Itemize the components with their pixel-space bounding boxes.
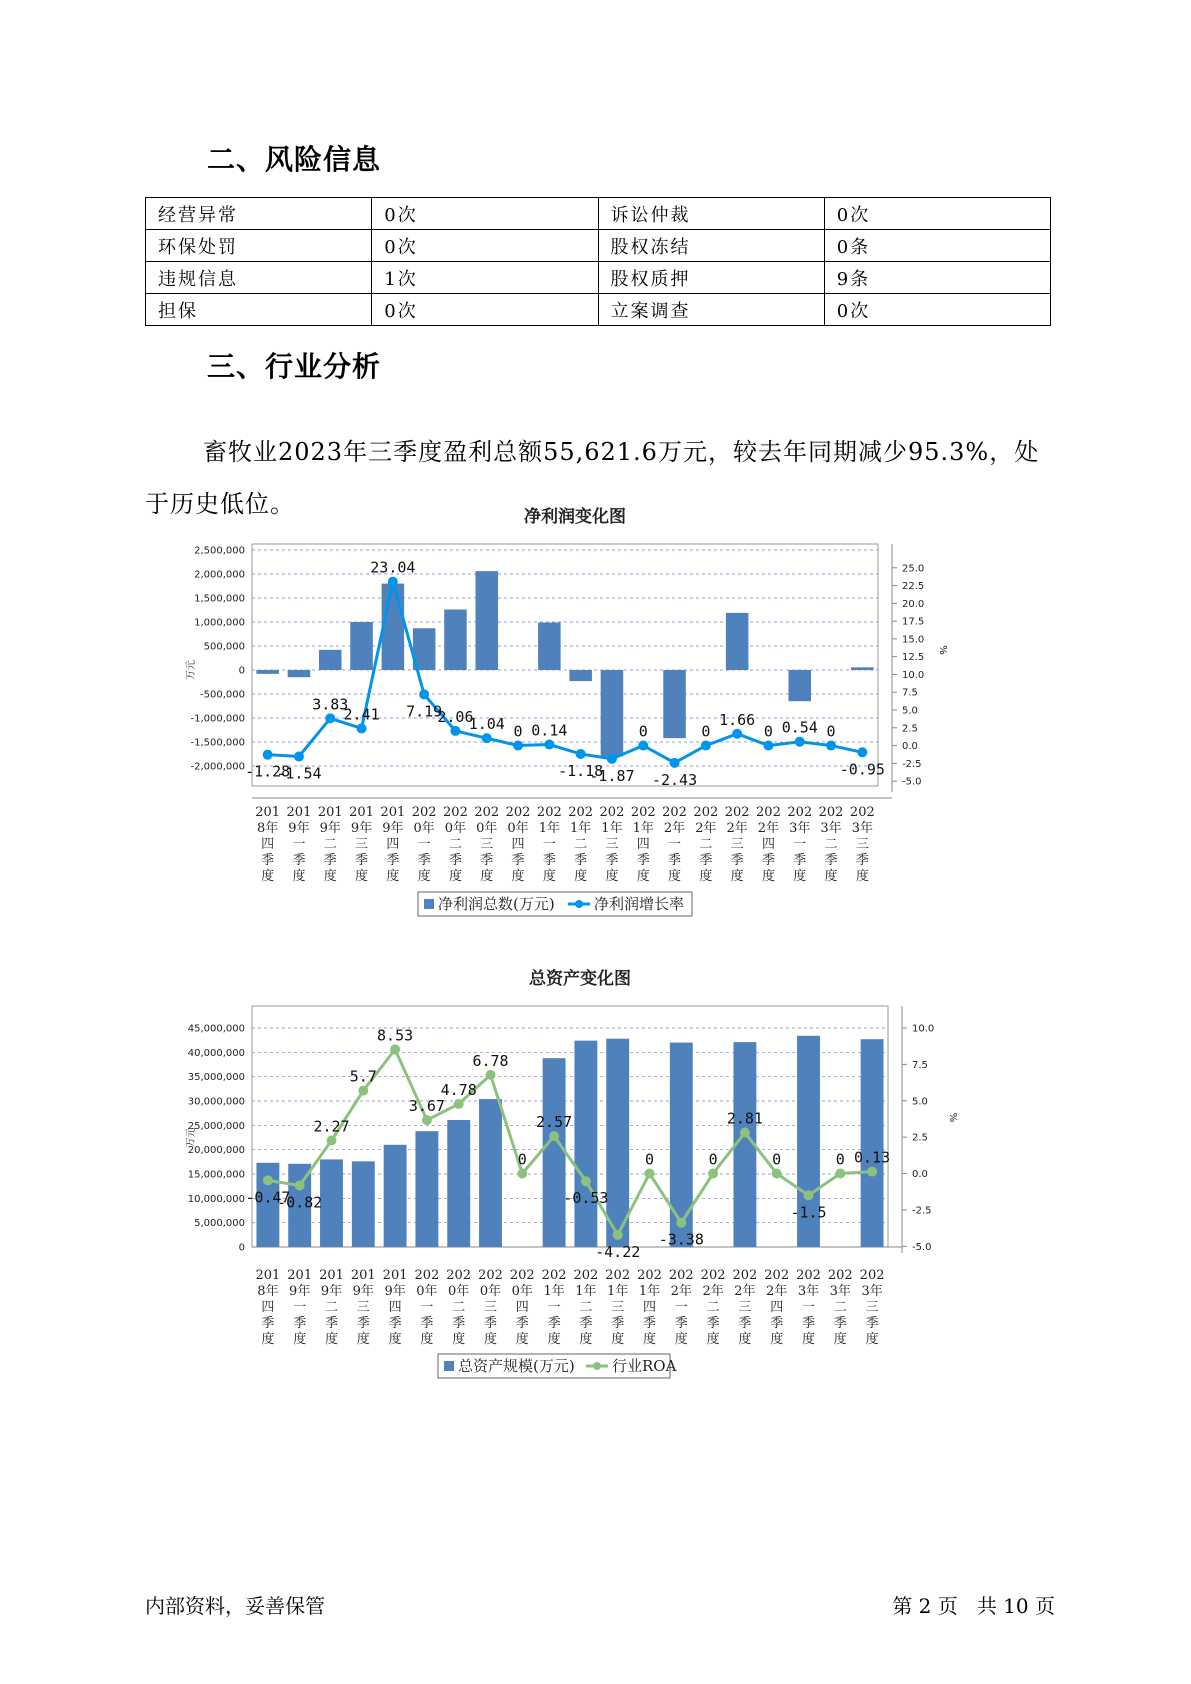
data-label: -4.22: [595, 1242, 641, 1261]
bar: [606, 1039, 629, 1247]
risk-item-value: 0次: [824, 294, 1050, 326]
bar: [447, 1120, 470, 1247]
data-label: 2.57: [536, 1113, 573, 1132]
y2-tick-label: 15.0: [902, 634, 925, 646]
y-tick-label: 45,000,000: [187, 1023, 245, 1035]
legend-line-marker: [593, 1362, 601, 1370]
risk-item-label: 诉讼仲裁: [598, 198, 824, 230]
data-label: -1.28: [245, 762, 291, 781]
y2-tick-label: -5.0: [912, 1241, 932, 1253]
bar: [475, 571, 498, 670]
line-point: [670, 758, 680, 768]
bar: [726, 613, 749, 670]
footer-confidential: 内部资料，妥善保管: [145, 1594, 325, 1618]
y-tick-label: -500,000: [200, 689, 245, 701]
data-label: 8.53: [377, 1026, 414, 1045]
line-point: [676, 1218, 686, 1228]
line-point: [795, 737, 805, 747]
data-label: 7.19: [406, 702, 443, 721]
y2-tick-label: 17.5: [902, 616, 925, 628]
x-tick-label: 202 0年二季度: [443, 805, 468, 884]
risk-item-value: 1次: [372, 262, 598, 294]
y2-tick-label: 25.0: [902, 563, 925, 575]
risk-table-row: [146, 230, 1051, 262]
bar: [288, 670, 311, 677]
bar: [574, 1041, 597, 1247]
legend-bar-label: 总资产规模(万元): [458, 1357, 575, 1375]
data-label: 0: [701, 722, 711, 741]
line-point: [701, 741, 711, 751]
line-point: [295, 1180, 305, 1190]
bar: [543, 1058, 566, 1247]
risk-item-value: 0次: [372, 198, 598, 230]
risk-item-value: 0次: [372, 230, 598, 262]
bar: [861, 1039, 884, 1247]
data-label: 2.27: [313, 1117, 350, 1136]
x-tick-label: 202 2年一季度: [662, 805, 687, 884]
data-label: 0: [763, 722, 773, 741]
data-label: 3.83: [312, 695, 349, 714]
y-tick-label: 20,000,000: [187, 1145, 245, 1157]
y2-tick-label: 0.0: [912, 1169, 928, 1181]
x-tick-label: 202 2年四季度: [756, 805, 781, 884]
x-tick-label: 202 1年二季度: [573, 1268, 599, 1347]
x-tick-label: 202 2年二季度: [700, 1268, 726, 1347]
y2-tick-label: 5.0: [912, 1096, 928, 1108]
bar: [319, 650, 342, 670]
x-tick-label: 201 9年二季度: [317, 805, 343, 884]
data-label: 0: [638, 722, 648, 741]
y2-tick-label: 12.5: [902, 652, 925, 664]
y-axis-label: 万元: [186, 1127, 197, 1148]
data-label: -1.54: [276, 764, 322, 783]
y-tick-label: -1,000,000: [190, 713, 245, 725]
legend-line-marker: [575, 900, 583, 908]
line-point: [772, 1169, 782, 1179]
risk-item-value: 0次: [824, 198, 1050, 230]
bar: [384, 1145, 407, 1247]
x-tick-label: 202 0年一季度: [414, 1268, 440, 1347]
risk-item-value: 0次: [372, 294, 598, 326]
x-tick-label: 201 9年一季度: [286, 805, 312, 884]
line-point: [804, 1190, 814, 1200]
legend-bar-label: 净利润总数(万元): [438, 895, 555, 913]
line-point: [613, 1230, 623, 1240]
data-label: 0.13: [854, 1148, 891, 1167]
x-tick-label: 201 8年四季度: [255, 1268, 281, 1347]
data-label: 1.04: [468, 715, 505, 734]
line-point: [867, 1167, 877, 1177]
line-point: [732, 729, 742, 739]
x-tick-label: 202 0年二季度: [446, 1268, 472, 1347]
section-heading-risk: 二、风险信息: [207, 143, 382, 176]
bar: [415, 1131, 438, 1247]
line-point: [454, 1099, 464, 1109]
x-tick-label: 202 3年一季度: [796, 1268, 821, 1347]
x-tick-label: 202 3年二季度: [818, 805, 844, 884]
net-profit-chart-svg: [180, 500, 960, 920]
bar: [256, 670, 279, 674]
y-tick-label: -1,500,000: [190, 737, 245, 749]
y2-tick-label: -2.5: [912, 1205, 932, 1217]
bar: [352, 1161, 375, 1247]
y-tick-label: 1,500,000: [194, 593, 245, 605]
data-label: 23.04: [370, 558, 416, 577]
data-label: 5.7: [349, 1067, 377, 1086]
x-tick-label: 202 3年一季度: [787, 805, 813, 884]
y-tick-label: 10,000,000: [187, 1193, 245, 1205]
line-point: [544, 740, 554, 750]
net-profit-chart: [180, 500, 960, 920]
data-label: -3.38: [658, 1230, 704, 1249]
risk-info-table: [145, 197, 1051, 326]
x-tick-label: 202 0年一季度: [411, 805, 437, 884]
risk-item-label: 环保处罚: [146, 230, 372, 262]
line-point: [826, 741, 836, 751]
risk-item-label: 股权质押: [598, 262, 824, 294]
line-point: [450, 726, 460, 736]
data-label: 0: [708, 1150, 718, 1169]
risk-table-row: [146, 294, 1051, 326]
risk-table-row: [146, 262, 1051, 294]
data-label: -0.95: [839, 760, 885, 779]
x-tick-label: 202 1年三季度: [605, 1268, 631, 1347]
chart-title: 净利润变化图: [524, 507, 626, 527]
line-point: [517, 1169, 527, 1179]
y-tick-label: 2,500,000: [194, 545, 245, 557]
data-label: 1.66: [719, 710, 756, 729]
footer-page-number: 第 2 页 共 10 页: [892, 1594, 1055, 1618]
x-tick-label: 202 1年一季度: [541, 1268, 567, 1347]
risk-item-label: 经营异常: [146, 198, 372, 230]
y-tick-label: 30,000,000: [187, 1096, 245, 1108]
y2-tick-label: 10.0: [902, 669, 925, 681]
x-tick-label: 202 0年四季度: [505, 805, 531, 884]
y2-tick-label: -5.0: [902, 776, 922, 788]
legend-line-label: 净利润增长率: [594, 895, 685, 913]
risk-item-label: 立案调查: [598, 294, 824, 326]
data-label: 3.67: [408, 1097, 445, 1116]
chart-title: 总资产变化图: [529, 969, 631, 989]
x-tick-label: 201 9年二季度: [319, 1268, 344, 1347]
y-tick-label: 40,000,000: [187, 1047, 245, 1059]
bar: [382, 584, 405, 670]
y2-tick-label: 5.0: [902, 705, 918, 717]
x-tick-label: 201 9年四季度: [380, 805, 406, 884]
data-label: 0: [644, 1150, 655, 1169]
y-tick-label: 25,000,000: [187, 1120, 245, 1132]
line-point: [763, 741, 773, 751]
bar: [444, 610, 467, 670]
x-tick-label: 201 9年三季度: [349, 805, 374, 884]
x-tick-label: 202 1年四季度: [630, 805, 656, 884]
y-axis-label: 万元: [186, 660, 197, 680]
x-tick-label: 202 0年三季度: [474, 805, 500, 884]
x-tick-label: 201 8年四季度: [255, 805, 281, 884]
data-label: -0.53: [563, 1189, 609, 1208]
risk-item-label: 违规信息: [146, 262, 372, 294]
data-label: 0: [772, 1150, 782, 1169]
data-label: 4.78: [440, 1080, 477, 1099]
data-label: 0.54: [781, 718, 818, 737]
y2-tick-label: 20.0: [902, 598, 925, 610]
line-point: [549, 1131, 559, 1141]
legend-bar-swatch: [444, 1361, 454, 1371]
line-point: [422, 1115, 432, 1125]
x-tick-label: 202 0年三季度: [478, 1268, 503, 1347]
x-tick-label: 202 0年四季度: [509, 1268, 535, 1347]
line-point: [857, 747, 867, 757]
data-label: 2.41: [343, 705, 380, 724]
data-label: 2.81: [726, 1109, 763, 1128]
total-assets-chart-svg: [180, 962, 960, 1392]
bar: [320, 1159, 343, 1247]
data-label: 0.14: [531, 721, 568, 740]
legend-bar-swatch: [424, 899, 434, 909]
line-point: [835, 1169, 845, 1179]
x-tick-label: 201 9年四季度: [382, 1268, 408, 1347]
x-tick-label: 202 2年三季度: [724, 805, 750, 884]
bar: [479, 1099, 502, 1247]
x-tick-label: 202 2年二季度: [693, 805, 719, 884]
y2-axis-label: %: [937, 645, 948, 655]
x-tick-label: 202 1年一季度: [536, 805, 562, 884]
line-point: [390, 1044, 400, 1054]
y-tick-label: 0: [238, 1242, 245, 1254]
x-tick-label: 202 3年三季度: [859, 1268, 885, 1347]
data-label: -0.47: [245, 1188, 291, 1207]
bar: [788, 670, 811, 701]
total-assets-chart: [180, 962, 960, 1392]
risk-table-row: [146, 198, 1051, 230]
x-tick-label: 201 9年一季度: [287, 1268, 313, 1347]
data-label: -1.18: [558, 761, 604, 780]
y-tick-label: 1,000,000: [194, 617, 245, 629]
risk-item-label: 担保: [146, 294, 372, 326]
bar: [601, 670, 624, 756]
bar: [538, 622, 561, 670]
line-point: [740, 1128, 750, 1138]
x-tick-label: 202 2年三季度: [732, 1268, 758, 1347]
y2-axis-label: %: [947, 1112, 958, 1123]
data-label: 6.78: [472, 1051, 509, 1070]
line-point: [482, 733, 492, 743]
line-point: [645, 1169, 655, 1179]
x-tick-label: 201 9年三季度: [350, 1268, 376, 1347]
line-point: [357, 723, 367, 733]
data-label: 0: [517, 1150, 527, 1169]
line-point: [607, 754, 617, 764]
y2-tick-label: 7.5: [902, 687, 918, 699]
y2-tick-label: 10.0: [912, 1023, 935, 1035]
line-point: [327, 1135, 337, 1145]
bar: [663, 670, 686, 738]
x-tick-label: 202 1年四季度: [637, 1268, 662, 1347]
legend-line-label: 行业ROA: [612, 1357, 677, 1375]
y-tick-label: 0: [238, 665, 245, 677]
y2-tick-label: 22.5: [902, 581, 925, 593]
line-point: [708, 1169, 718, 1179]
line-point: [581, 1176, 591, 1186]
risk-item-value: 0条: [824, 230, 1050, 262]
y2-tick-label: 0.0: [902, 741, 918, 753]
x-tick-label: 202 2年四季度: [764, 1268, 790, 1347]
line-point: [388, 577, 398, 587]
x-tick-label: 202 1年二季度: [568, 805, 594, 884]
line-point: [638, 741, 648, 751]
line-point: [263, 750, 273, 760]
data-label: 0: [513, 722, 523, 741]
y-tick-label: -2,000,000: [190, 761, 245, 773]
data-label: -1.5: [790, 1203, 827, 1222]
y2-tick-label: -2.5: [902, 758, 922, 770]
industry-summary-paragraph: 畜牧业2023年三季度盈利总额55,621.6万元，较去年同期减少95.3%，处于历史低位。: [145, 438, 1040, 518]
data-label: -0.82: [277, 1193, 323, 1212]
data-label: -1.87: [589, 766, 635, 785]
bar: [569, 670, 592, 681]
line-point: [486, 1070, 496, 1080]
bar: [851, 667, 874, 670]
line-point: [576, 749, 586, 759]
y2-tick-label: 2.5: [912, 1132, 928, 1144]
data-label: 2.06: [437, 707, 474, 726]
y2-tick-label: 2.5: [902, 723, 918, 735]
x-tick-label: 202 1年三季度: [599, 805, 625, 884]
x-tick-label: 202 3年三季度: [849, 805, 875, 884]
line-point: [513, 741, 523, 751]
section-heading-industry: 三、行业分析: [207, 350, 382, 383]
risk-item-label: 股权冻结: [598, 230, 824, 262]
line-point: [294, 752, 304, 762]
bar: [350, 622, 373, 670]
data-label: 0: [835, 1150, 845, 1169]
y2-tick-label: 7.5: [912, 1059, 928, 1071]
y-tick-label: 5,000,000: [194, 1218, 245, 1230]
line-point: [358, 1086, 368, 1096]
x-tick-label: 202 3年二季度: [827, 1268, 853, 1347]
y-tick-label: 15,000,000: [187, 1169, 245, 1181]
line-point: [263, 1175, 273, 1185]
data-label: 0: [826, 722, 836, 741]
line-point: [419, 689, 429, 699]
data-label: -2.43: [651, 770, 698, 789]
risk-item-value: 9条: [824, 262, 1050, 294]
y-tick-label: 2,000,000: [194, 569, 245, 581]
y-tick-label: 35,000,000: [187, 1072, 245, 1084]
line-point: [325, 713, 335, 723]
y-tick-label: 500,000: [203, 641, 245, 653]
x-tick-label: 202 2年一季度: [668, 1268, 694, 1347]
bar: [670, 1043, 693, 1247]
